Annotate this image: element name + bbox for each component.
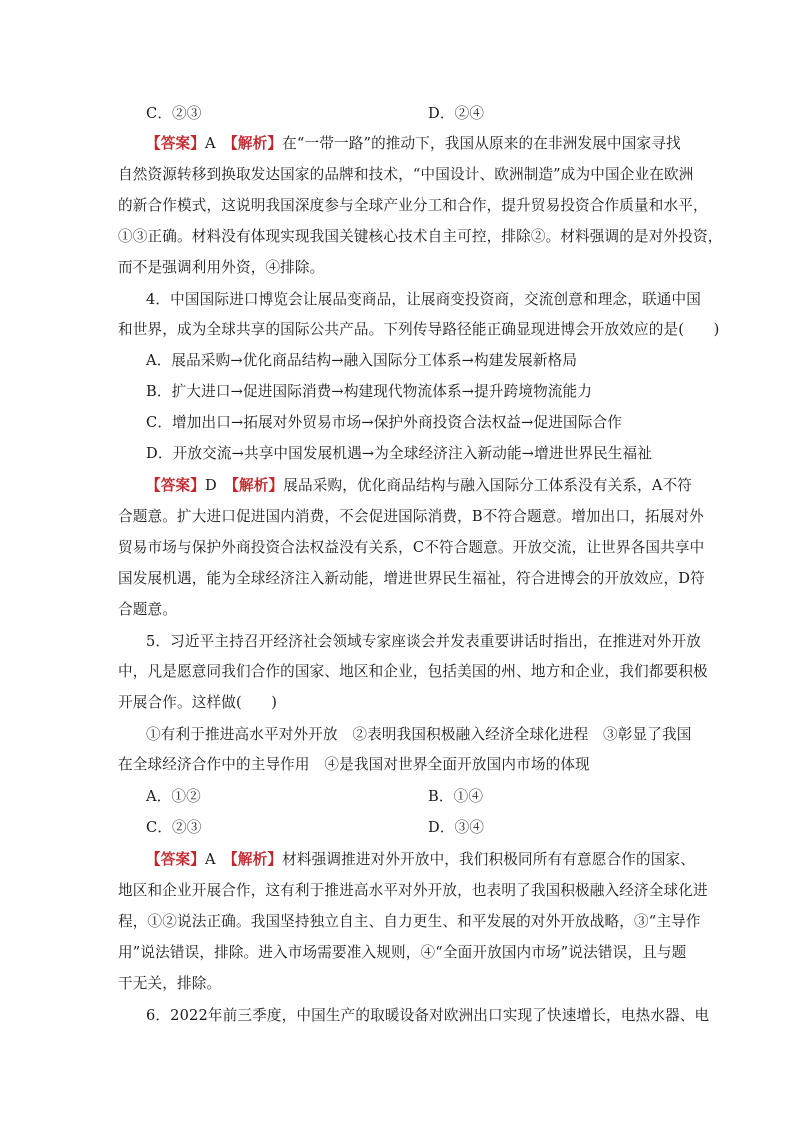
q4-stem-line-2: 和世界，成为全球共享的国际公共产品。下列传导路径能正确显现进博会开放效应的是( ) <box>118 321 720 338</box>
q3-option-c: C．②③ <box>146 105 202 122</box>
q5-option-c: C．②③ <box>146 819 202 836</box>
q3-answer-line-4: ①③正确。材料没有体现实现我国关键核心技术自主可控，排除②。材料强调的是对外投资， <box>118 228 723 245</box>
explanation-tag: 【解析】 <box>230 851 283 868</box>
q5-stem-line-3: 开展合作。这样做( ) <box>118 694 278 711</box>
q4-option-b: B．扩大进口→促进国际消费→构建现代物流体系→提升跨境物流能力 <box>146 383 593 400</box>
q4-option-d: D．开放交流→共享中国发展机遇→为全球经济注入新动能→增进世界民生福祉 <box>146 445 653 462</box>
q5-items-line-1: ①有利于推进高水平对外开放 ②表明我国积极融入经济全球化进程 ③彰显了我国 <box>146 726 692 743</box>
q6-stem-line-1: 6．2022年前三季度，中国生产的取暖设备对欧洲出口实现了快速增长，电热水器、电 <box>146 1007 710 1024</box>
q5-option-b: B．①④ <box>428 788 484 805</box>
q3-answer-line-1 <box>146 134 706 154</box>
q4-option-c: C．增加出口→拓展对外贸易市场→保护外商投资合法权益→促进国际合作 <box>146 414 623 431</box>
q5-answer-line-5: 干无关，排除。 <box>118 975 222 992</box>
q5-answer-line-2: 地区和企业开展合作，这有利于推进高水平对外开放，也表明了我国积极融入经济全球化进 <box>118 882 708 899</box>
answer-tag: 【答案】 <box>146 851 205 868</box>
explanation-tag: 【解析】 <box>230 135 283 152</box>
q5-answer-line-1 <box>146 850 706 870</box>
q4-stem-line-1: 4．中国国际进口博览会让展品变商品，让展商变投资商，交流创意和理念，联通中国 <box>146 291 701 308</box>
q5-items-line-2: 在全球经济合作中的主导作用 ④是我国对世界全面开放国内市场的体现 <box>118 756 590 773</box>
explanation-text: 在“一带一路”的推动下，我国从原来的在非洲发展中国家寻找 <box>282 135 681 152</box>
q5-options-ab <box>146 787 706 807</box>
answer-letter: A <box>204 135 216 152</box>
q5-answer-line-4: 用”说法错误，排除。进入市场需要准入规则，④“全面开放国内市场”说法错误，且与题 <box>118 944 687 961</box>
q4-answer-line-3: 贸易市场与保护外商投资合法权益没有关系，C不符合题意。开放交流，让世界各国共享中 <box>118 539 705 556</box>
q5-options-cd <box>146 818 706 838</box>
q3-answer-line-2: 自然资源转移到换取发达国家的品牌和技术，“中国设计、欧洲制造”成为中国企业在欧洲 <box>118 166 694 183</box>
q4-answer-line-2: 合题意。扩大进口促进国内消费，不会促进国际消费，B不符合题意。增加出口，拓展对外 <box>118 508 704 525</box>
q3-answer-line-5: 而不是强调利用外资，④排除。 <box>118 259 325 276</box>
q3-answer-line-3: 的新合作模式，这说明我国深度参与全球产业分工和合作，提升贸易投资合作质量和水平， <box>118 197 708 214</box>
answer-tag: 【答案】 <box>146 135 205 152</box>
q3-option-d: D．②④ <box>428 105 485 122</box>
q4-answer-line-4: 国发展机遇，能为全球经济注入新动能，增进世界民生福祉，符合进博会的开放效应，D符 <box>118 570 705 587</box>
q5-option-a: A．①② <box>146 788 201 805</box>
answer-tag: 【答案】 <box>146 477 205 494</box>
q5-stem-line-1: 5．习近平主持召开经济社会领域专家座谈会并发表重要讲话时指出，在推进对外开放 <box>146 633 701 650</box>
q4-answer-line-5: 合题意。 <box>118 601 177 618</box>
q4-answer-line-1 <box>146 476 706 496</box>
explanation-text: 材料强调推进对外开放中，我们积极同所有有意愿合作的国家、 <box>282 851 695 868</box>
q3-options-cd <box>146 104 706 124</box>
answer-letter: A <box>204 851 216 868</box>
explanation-text: 展品采购，优化商品结构与融入国际分工体系没有关系，A不符 <box>283 477 693 494</box>
q4-option-a: A．展品采购→优化商品结构→融入国际分工体系→构建发展新格局 <box>146 352 578 369</box>
q5-option-d: D．③④ <box>428 819 485 836</box>
explanation-tag: 【解析】 <box>231 477 284 494</box>
answer-letter: D <box>204 477 217 494</box>
q5-answer-line-3: 程，①②说法正确。我国坚持独立自主、自力更生、和平发展的对外开放战略，③“主导作 <box>118 913 701 930</box>
q5-stem-line-2: 中，凡是愿意同我们合作的国家、地区和企业，包括美国的州、地方和企业，我们都要积极 <box>118 663 708 680</box>
